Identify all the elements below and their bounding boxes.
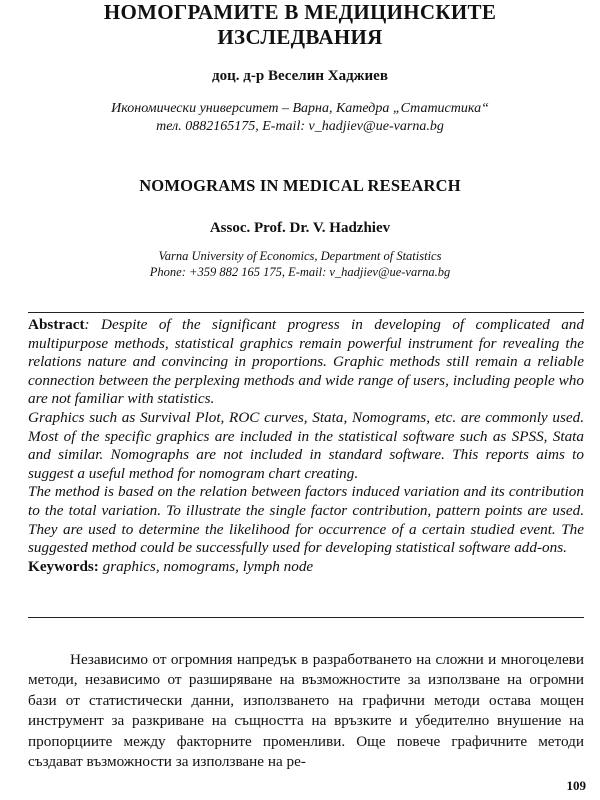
contact-bg: тел. 0882165175, E-mail: v_hadjiev@ue-varna.bg [156,119,444,134]
contact-en: Phone: +359 882 165 175, E-mail: v_hadjiev@ue-varna.bg [149,265,451,279]
paper-title-bg: НОМОГРАМИТЕ В МЕДИЦИНСКИТЕ ИЗСЛЕДВАНИЯ [103,0,497,49]
body-paragraph: Независимо от огромния напредък в разработването на сложни и многоцелеви методи, независимо от разширяване на възможностите за използване на огромни бази от статистически данни, използването на графични методи остава мощен инструмент за разкриване на същността на връзките и убедително внушение на пропорциите между факторните променливи. Още повече графичните методи създават възможности за използване на ре- [28,651,584,771]
affiliation-en: Varna University of Economics, Department of Statistics [158,249,442,263]
paper-title-en: NOMOGRAMS IN MEDICAL RESEARCH [139,176,461,195]
page-number: 109 [566,778,586,793]
affiliation-block-bg [0,100,600,136]
author-en: Assoc. Prof. Dr. V. Hadzhiev [209,220,391,236]
abstract-top-rule [28,312,584,313]
keywords-line [28,558,584,577]
abstract-paragraph-2: Graphics such as Survival Plot, ROC curves, Stata, Nomograms, etc. are commonly used. Most of the specific graphics are included in the statistical software such as SPSS, Stata and similar. Nomographs are not included in standard software. This reports aims to suggest a useful method for nomogram chart creating. [28,408,584,482]
affiliation-bg: Икономически университет – Варна, Катедра „Статистика“ [111,101,489,116]
abstract-bottom-rule [28,617,584,618]
abstract-paragraph-3: The method is based on the relation between factors induced variation and its contribution to the total variation. To illustrate the single factor contribution, pattern points are used. They are used to determine the likelihood for occurrence of a certain studied event. The suggested method could be successfully used for developing statistical software add-ons. [28,483,584,557]
keywords-value: graphics, nomograms, lymph node [98,557,314,575]
abstract-block [28,316,584,576]
author-bg: доц. д-р Веселин Хаджиев [212,68,388,84]
affiliation-block-en [0,248,600,280]
abstract-paragraph-1 [28,316,584,409]
keywords-label: Keywords: [28,557,99,575]
abstract-text-1: : Despite of the significant progress in developing of complicated and multipurpose methods, statistical graphics remain powerful instrument for revealing the relations nature and convincing in proportions. Graphic methods still remain a reliable connection between the perplexing methods and wide range of users, including people who are not familiar with statistics. [28,316,584,408]
abstract-label: Abstract [28,316,85,333]
